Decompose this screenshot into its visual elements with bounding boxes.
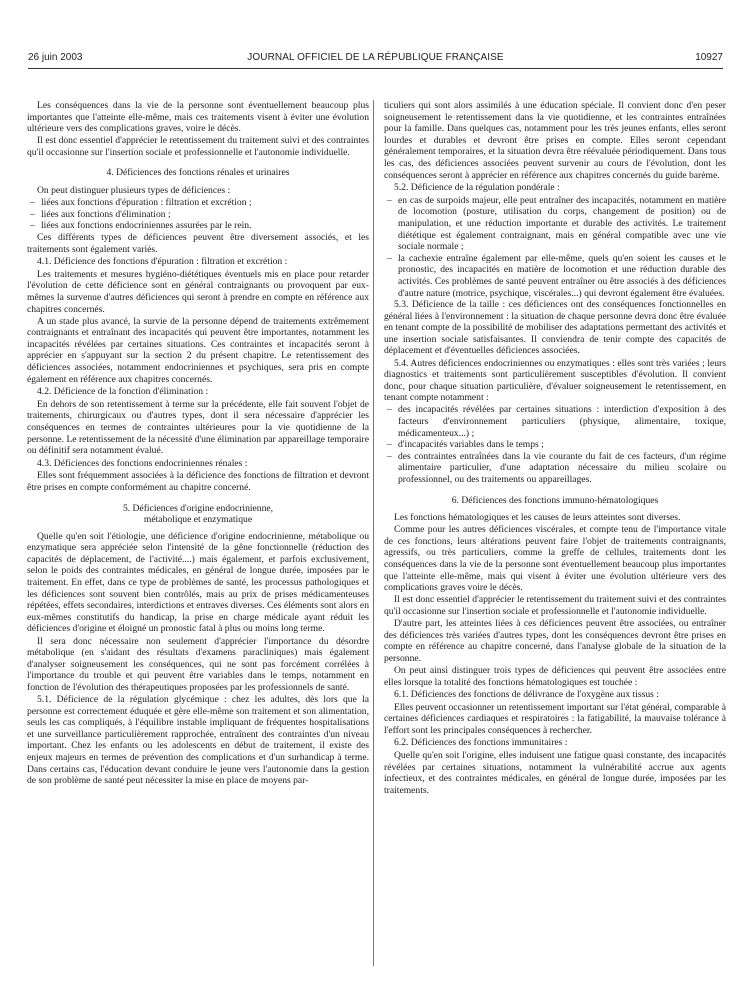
list-item: – la cachexie entraîne également par elle-même, quels qu'en soient les causes et le pronostic, des incapacités en matière de locomotion et une réduction durable des activités. Ces problèmes de santé peuvent entraîner ou être associés à des déficiences d'autre nature (motrice, psychique, viscérales...) qui devront également être évaluées. [384, 253, 726, 299]
paragraph: 5.4. Autres déficiences endocriniennes ou enzymatiques : elles sont très variées ; leurs diagnostics et traitements sont particulièrement susceptibles d'évolution. Il convient donc, pour chaque situation particulière, d'évaluer soigneusement le retentissement, en tenant compte notamment : [384, 357, 726, 404]
paragraph: Comme pour les autres déficiences viscérales, et compte tenu de l'importance vitale de ces fonctions, leurs altérations peuvent faire l'objet de traitements contraignants, agressifs, ou très particuliers, comme la greffe de cellules, traitements dont les conséquences dans la vie de la personne sont éventuellement beaucoup plus importantes que l'atteinte elle-même, mais qui visent à éviter une évolution ultérieure vers des complications graves voire le décès. [384, 524, 726, 594]
list-item: – liées aux fonctions endocriniennes assurées par le rein. [27, 220, 369, 232]
subsection-heading: 6.2. Déficiences des fonctions immunitaires : [394, 737, 568, 749]
header-title: JOURNAL OFFICIEL DE LA RÉPUBLIQUE FRANÇAISE [247, 52, 504, 63]
column-divider [373, 100, 374, 966]
paragraph: Quelle qu'en soit l'étiologie, une déficience d'origine endocrinienne, métabolique ou enzymatique sera appréciée selon l'intensité de la gêne fonctionnelle (réduction des capacités de déplacement, de l'activité....) mais également, et parfois exclusivement, selon le poids des contraintes médicales, en général de longue durée, imposées par le traitement. En effet, dans ce type de problèmes de santé, les processus pathologiques et les déficiences sont souvent bien contrôlés, mais au prix de prises médicamenteuses répétées, effets secondaires, interdictions et entraves diverses. Ces éléments sont alors en eux-mêmes constitutifs du handicap, la prise en charge médicale ayant réduit les déficiences d'origine et éloigné un pronostic fatal à plus ou moins long terme. [27, 530, 369, 635]
subsection-heading: 6.1. Déficiences des fonctions de délivrance de l'oxygène aux tissus : [394, 689, 659, 701]
list-item: – des contraintes entraînées dans la vie courante du fait de ces facteurs, d'un régime alimentaire particulier, d'une adaptation nécessaire du milieu scolaire ou professionnel, ou des traitements ou appareillages. [384, 451, 726, 486]
paragraph: Ces différents types de déficiences peuvent être diversement associés, et les traitements sont également variés. [27, 231, 369, 255]
header-rule [28, 68, 723, 69]
header-date: 26 juin 2003 [28, 52, 83, 63]
subsection-heading: 4.2. Déficience de la fonction d'élimination : [37, 386, 209, 398]
paragraph: 5.1. Déficience de la régulation glycémique : chez les adultes, dès lors que la personne est correctement éduquée et gère elle-même son traitement et son alimentation, seuls les cas compliqués, à l'équilibre instable impliquant de fréquentes hospitalisations et une surveillance particulièrement rapprochée, entraînent des contraintes d'un niveau important. Chez les enfants ou les adolescents en début de traitement, il existe des enjeux majeurs en termes de prévention des complications et d'un surhandicap à terme. Dans certains cas, l'éducation devant conduire le jeune vers l'autonomie dans la gestion de son problème de santé peut nécessiter la mise en place de moyens par- [27, 694, 369, 787]
header-page-number: 10927 [695, 52, 723, 63]
paragraph: Il est donc essentiel d'apprécier le retentissement du traitement suivi et des contraintes qu'il occasionne sur l'insertion sociale et professionnelle et l'autonomie individuelle. [27, 135, 369, 158]
list-item: – en cas de surpoids majeur, elle peut entraîner des incapacités, notamment en matière de locomotion (posture, utilisation du corps, changement de position) ou de manipulation, et une réduction importante et durable des activités. Le traitement diététique est également contraignant, mais en général compatible avec une vie sociale normale ; [384, 195, 726, 253]
paragraph: Quelle qu'en soit l'origine, elles induisent une fatigue quasi constante, des incapacités révélées par certaines situations, notamment la vulnérabilité accrue aux agents infectieux, et des contraintes médicales, en général de longue durée, imposées par les traitements. [384, 750, 726, 796]
paragraph: 5.3. Déficience de la taille : ces déficiences ont des conséquences fonctionnelles en général liées à l'environnement : la situation de chaque personne devra donc être évaluée en tenant compte de la possibilité de mobiliser des adaptations permettant des activités et une insertion sociale satisfaisantes. Il conviendra de tenir compte des capacités de déplacement et d'éventuelles déficiences associées. [384, 299, 726, 357]
paragraph: Les conséquences dans la vie de la personne sont éventuellement beaucoup plus importantes que l'atteinte elle-même, mais ces traitements visent à éviter une évolution ultérieure vers des complications graves, voire le décès. [27, 100, 369, 135]
paragraph: Il sera donc nécessaire non seulement d'apprécier l'importance du désordre métabolique (en s'aidant des résultats d'examens paracliniques) mais également d'analyser soigneusement les conséquences, qui ne sont pas forcément corrélées à l'importance du trouble et qui peuvent être variables dans le temps, notamment en fonction de l'évolution des thérapeutiques proposées par les professionnels de santé. [27, 635, 369, 693]
section-heading: 5. Déficiences d'origine endocrinienne, [122, 502, 274, 514]
section-heading: 6. Déficiences des fonctions immuno-hématologiques [451, 494, 659, 506]
right-column [384, 100, 726, 970]
paragraph: Les fonctions hématologiques et les causes de leurs atteintes sont diverses. [394, 512, 681, 524]
list-item: – liées aux fonctions d'élimination ; [27, 209, 369, 221]
paragraph: D'autre part, les atteintes liées à ces déficiences peuvent être associées, ou entraîner des déficiences très variées d'autres types, dont les conséquences devront être prises en compte en référence au chapitre concerné, dans l'analyse globale de la situation de la personne. [384, 618, 726, 664]
section-heading-line2: métabolique et enzymatique [143, 514, 253, 526]
section-heading: 4. Déficiences des fonctions rénales et urinaires [106, 167, 290, 179]
paragraph: On peut distinguer plusieurs types de déficiences : [37, 185, 231, 197]
list-item: – d'incapacités variables dans le temps ; [384, 439, 726, 451]
subsection-heading: 5.2. Déficience de la régulation pondérale : [394, 182, 560, 194]
paragraph: A un stade plus avancé, la survie de la personne dépend de traitements extrêmement contraignants et entraînant des incapacités qui peuvent être importantes, notamment les incapacités révélées par certaines situations. Ces contraintes et incapacités seront à apprécier en s'appuyant sur la section 2 du présent chapitre. Le retentissement des déficiences associées, notamment endocriniennes et psychiques, sera pris en compte également en référence aux chapitres concernés. [27, 315, 369, 385]
paragraph: Il est donc essentiel d'apprécier le retentissement du traitement suivi et des contraintes qu'il occasionne sur l'insertion sociale et professionnelle et l'autonomie individuelle. [384, 594, 726, 617]
paragraph: Les traitements et mesures hygiéno-diététiques éventuels mis en place pour retarder l'évolution de cette déficience sont en général contraignants ou provoquent par eux-mêmes la survenue d'autres déficiences qui seront à prendre en compte en référence aux chapitres concernés. [27, 268, 369, 315]
paragraph: Elles peuvent occasionner un retentissement important sur l'état général, comparable à certaines déficiences cardiaques et respiratoires : la fatigabilité, la mauvaise tolérance à l'effort sont les principales conséquences à rechercher. [384, 701, 726, 736]
left-column [27, 100, 369, 970]
list-item: – liées aux fonctions d'épuration : filtration et excrétion ; [27, 197, 369, 209]
paragraph: On peut ainsi distinguer trois types de déficiences qui peuvent être associées entre elles lorsque la totalité des fonctions hématologiques est touchée : [384, 664, 726, 688]
paragraph: En dehors de son retentissement à terme sur la précédente, elle fait souvent l'objet de traitements, chirurgicaux ou d'autres types, dont il sera nécessaire d'apprécier les conséquences en termes de contraintes ultérieures pour la vie quotidienne de la personne. Le retentissement de la nécessité d'une élimination par appareillage temporaire ou définitif sera notamment évalué. [27, 398, 369, 457]
paragraph: Elles sont fréquemment associées à la déficience des fonctions de filtration et devront être prises en compte conformément au chapitre concerné. [27, 470, 369, 493]
list-item: – des incapacités révélées par certaines situations : interdiction d'exposition à des facteurs d'environnement particuliers (physique, alimentaire, toxique, médicamenteux...) ; [384, 404, 726, 439]
paragraph: ticuliers qui sont alors assimilés à une éducation spéciale. Il convient donc d'en peser soigneusement le retentissement dans la vie quotidienne, et les contraintes entraînées pour la famille. Dans quelques cas, notamment pour les très jeunes enfants, elles seront lourdes et durables et devront être prises en compte. Elles seront cependant généralement temporaires, et la situation devra être réévaluée périodiquement. Dans tous les cas, des déficiences associées peuvent survenir au cours de l'évolution, dont les conséquences seront à apprécier en référence aux chapitres concernés du guide barème. [384, 100, 726, 181]
subsection-heading: 4.1. Déficience des fonctions d'épuration : filtration et excrétion : [37, 256, 288, 268]
subsection-heading: 4.3. Déficiences des fonctions endocriniennes rénales : [37, 457, 248, 469]
page-header [28, 52, 723, 68]
